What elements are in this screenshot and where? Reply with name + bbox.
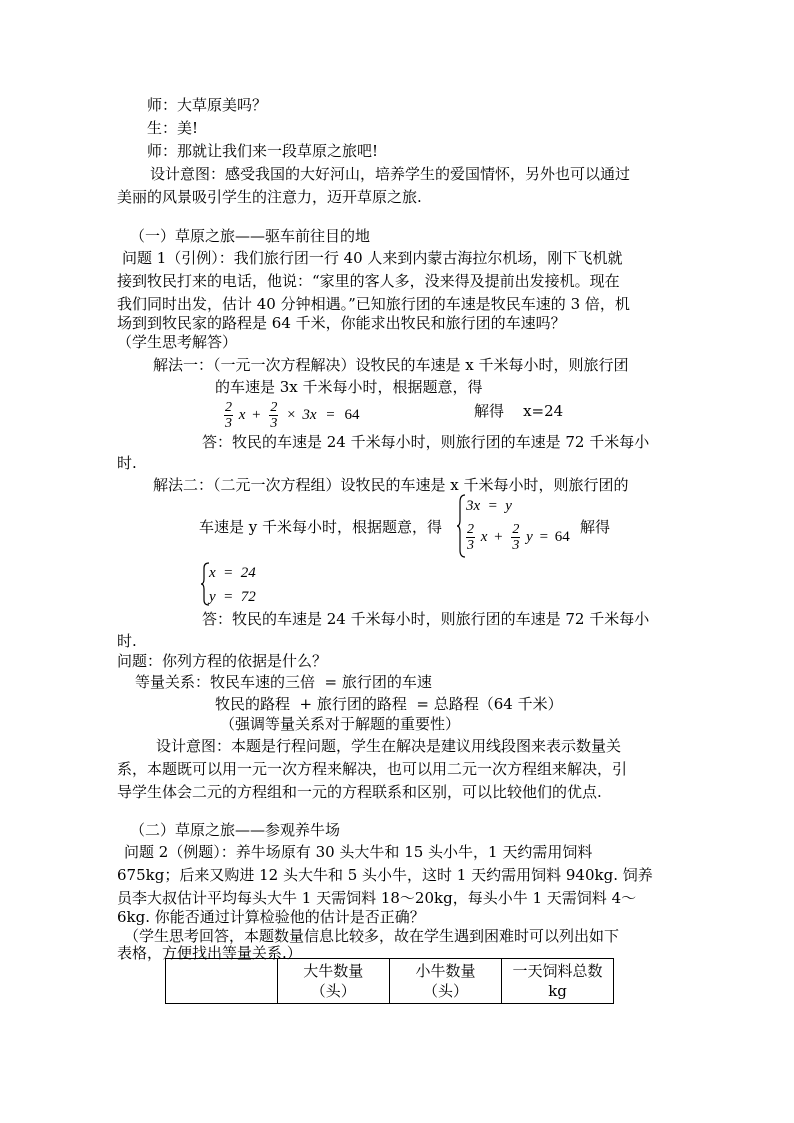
method1-line-1: 解法一：（一元一次方程解决）设牧民的车速是 x 千米每小时，则旅行团 — [153, 356, 629, 374]
table-header-row — [166, 959, 614, 1004]
table-header-empty — [166, 959, 278, 1004]
problem2-note-line-2: 表格，方便找出等量关系.） — [117, 944, 302, 962]
method1-line-2: 的车速是 3x 千米每小时，根据题意，得 — [215, 378, 483, 396]
method2-line-2: 车速是 y 千米每小时，根据题意，得 — [199, 518, 443, 536]
fraction-two-thirds-2: $\frac{2}{3}$ — [270, 400, 278, 432]
solution-y: y = 72 — [209, 589, 256, 605]
problem2-line-1: 问题 2（例题）：养牛场原有 30 头大牛和 15 头小牛，1 天约需用饲料 — [124, 843, 593, 861]
problem2-line-3: 员李大叔估计平均每头大牛 1 天需饲料 18～20kg，每头小牛 1 天需饲料 4～ — [117, 889, 637, 907]
basis-question: 问题：你列方程的依据是什么？ — [117, 652, 328, 670]
relation-1: 等量关系：牧民车速的三倍 = 旅行团的车速 — [135, 673, 432, 691]
problem1-line-3: 我们同时出发，估计 40 分钟相遇。”已知旅行团的车速是牧民车速的 3 倍，机 — [117, 295, 630, 313]
problem1-line-1: 问题 1（引例）：我们旅行团一行 40 人来到内蒙古海拉尔机场，刚下飞机就 — [122, 249, 623, 267]
eq1-equals: = — [326, 407, 335, 423]
problem1-line-4: 场到到牧民家的路程是 64 千米，你能求出牧民和旅行团的车速吗？ — [117, 314, 566, 332]
problem2-note-line-1: （学生思考回答，本题数量信息比较多，故在学生遇到困难时可以列出如下 — [124, 927, 620, 945]
eq1-x: x — [238, 407, 246, 423]
section1-intent-line-3: 导学生体会二元的方程组和一元的方程联系和区别，可以比较他们的优点. — [117, 783, 602, 801]
fraction-two-thirds-4: $\frac{2}{3}$ — [512, 522, 520, 554]
equation-one-variable — [222, 396, 360, 434]
method1-solve: 解得 x=24 — [474, 402, 564, 420]
section2-heading: （二）草原之旅——参观养牛场 — [130, 821, 341, 839]
feed-table — [165, 958, 614, 1004]
section1-intent-line-2: 系，本题既可以用一元一次方程来解决，也可以用二元一次方程组来解决，引 — [117, 760, 628, 778]
problem2-line-2: 675kg；后来又购进 12 头大牛和 5 头小牛，这时 1 天约需用饲料 940kg. 饲养 — [117, 866, 653, 884]
dialogue-line-student: 生：美! — [147, 119, 199, 137]
think-note: （学生思考解答） — [117, 333, 238, 351]
section1-heading: （一）草原之旅——驱车前往目的地 — [130, 227, 371, 245]
fraction-two-thirds: $\frac{2}{3}$ — [225, 400, 232, 432]
intro-intent-line-1: 设计意图：感受我国的大好河山，培养学生的爱国情怀，另外也可以通过 — [150, 165, 631, 183]
eq1-times: × — [287, 407, 296, 423]
method2-line-1: 解法二：（二元一次方程组）设牧民的车速是 x 千米每小时，则旅行团的 — [153, 476, 629, 494]
intro-intent-line-2: 美丽的风景吸引学生的注意力，迈开草原之旅. — [117, 188, 422, 206]
method1-answer-line-1: 答：牧民的车速是 24 千米每小时，则旅行团的车速是 72 千米每小 — [202, 433, 650, 451]
dialogue-line-teacher-2: 师：那就让我们来一段草原之旅吧! — [147, 142, 379, 160]
method2-answer-line-2: 时. — [117, 632, 137, 650]
eq1-rhs: 64 — [344, 407, 360, 423]
relation-note: （强调等量关系对于解题的重要性） — [220, 715, 461, 733]
table-header-daily-feed: 一天饲料总数 kg — [502, 959, 614, 1004]
eq1-plus: + — [252, 407, 261, 423]
problem2-line-4: 6kg. 你能否通过计算检验他的估计是否正确？ — [117, 908, 425, 926]
table-header-big-cattle: 大牛数量 （头） — [277, 959, 389, 1004]
dialogue-line-teacher-1: 师：大草原美吗？ — [147, 96, 268, 114]
method2-answer-line-1: 答：牧民的车速是 24 千米每小时，则旅行团的车速是 72 千米每小 — [202, 610, 650, 628]
fraction-two-thirds-3: $\frac{2}{3}$ — [467, 522, 474, 554]
problem1-line-2: 接到牧民打来的电话，他说：“家里的客人多，没来得及提前出发接机。现在 — [117, 272, 620, 290]
method2-solve: 解得 — [580, 518, 611, 536]
section1-intent-line-1: 设计意图：本题是行程问题，学生在解决是建议用线段图来表示数量关 — [156, 737, 622, 755]
table-header-small-cattle: 小牛数量 （头） — [389, 959, 501, 1004]
solution-x: x = 24 — [209, 565, 256, 581]
system1-eq2: $\frac{2}{3}$ x + $\frac{2}{3}$ y = 64 — [467, 522, 570, 554]
system1-eq1: 3x = y — [466, 498, 512, 514]
relation-2: 牧民的路程 + 旅行团的路程 = 总路程（64 千米） — [215, 695, 563, 713]
eq1-3x: 3x — [302, 407, 317, 423]
method1-answer-line-2: 时. — [117, 454, 137, 472]
